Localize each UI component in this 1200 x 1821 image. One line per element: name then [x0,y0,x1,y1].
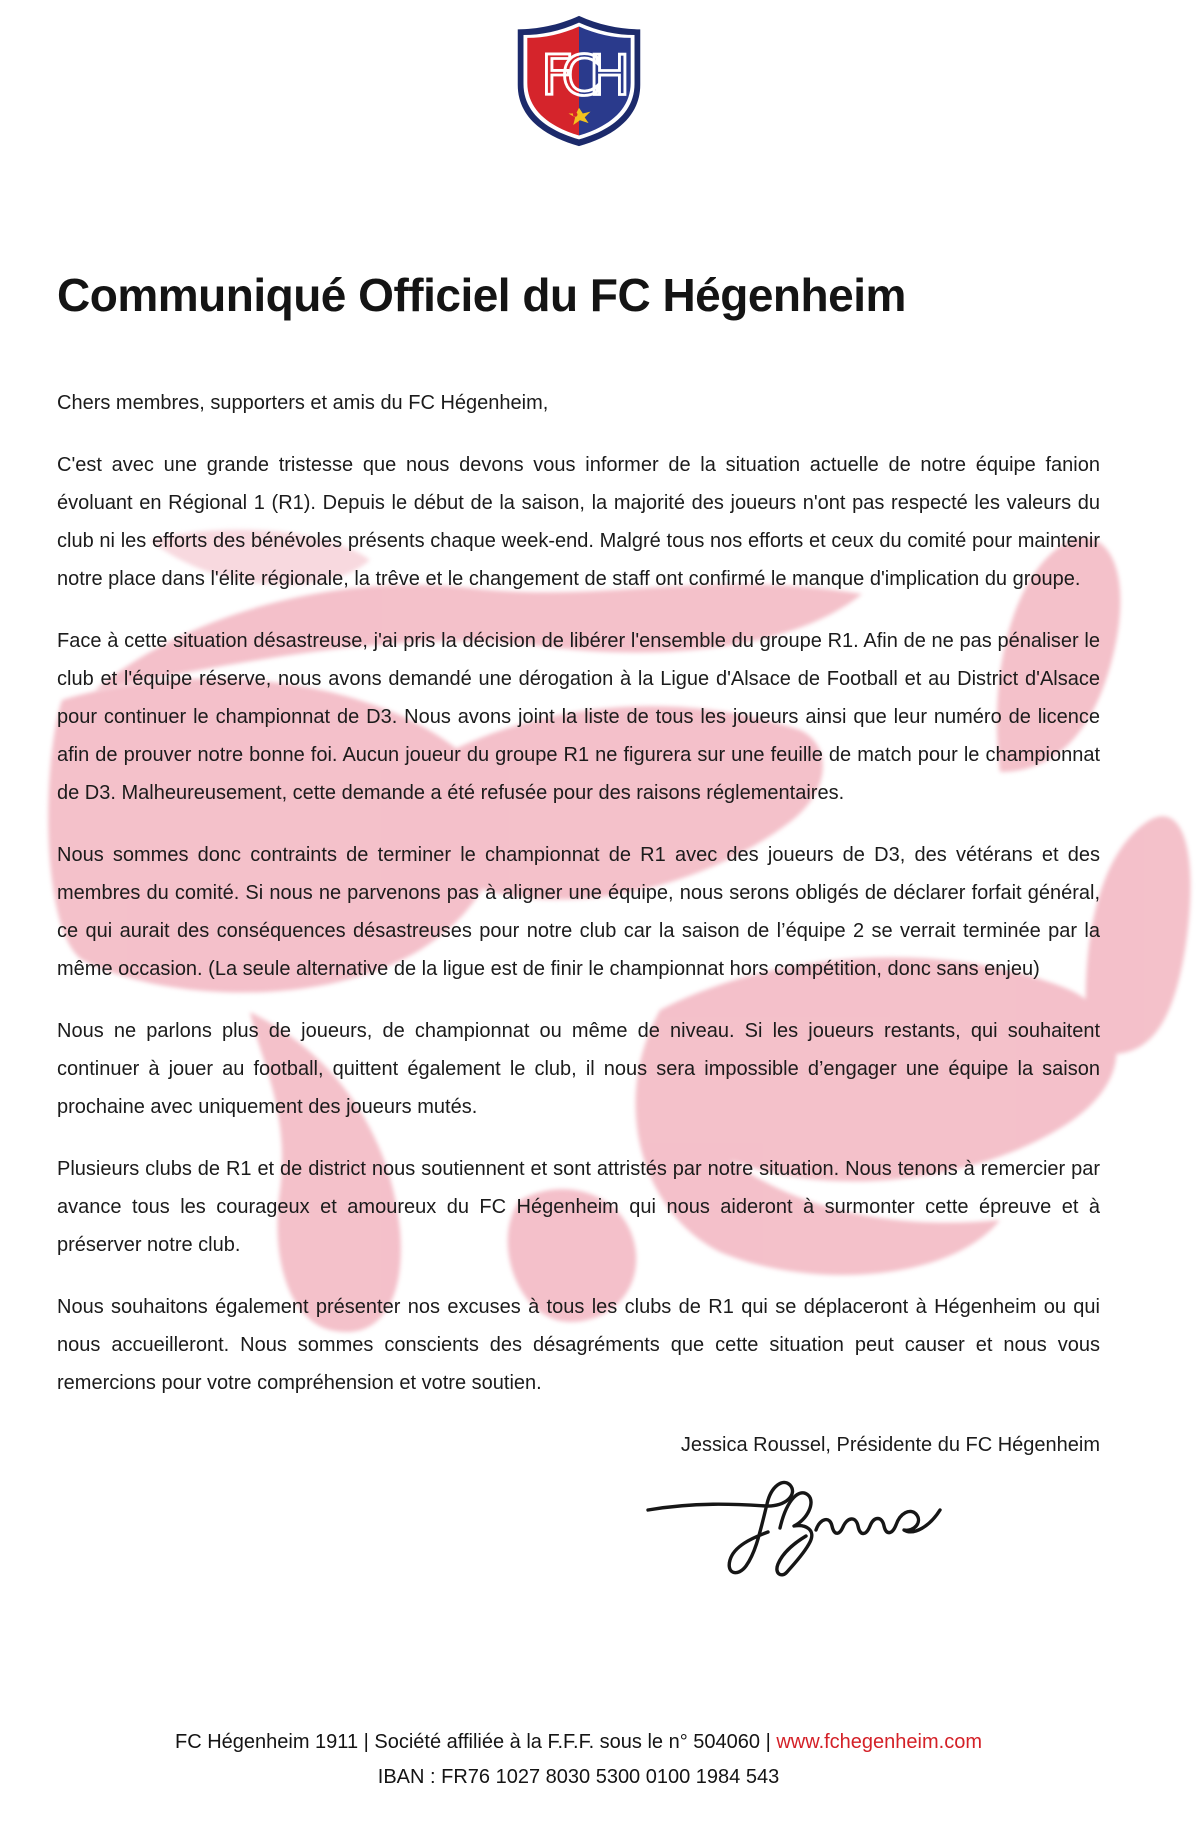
shield-icon [512,12,646,150]
page-title: Communiqué Officiel du FC Hégenheim [57,269,906,321]
handwritten-signature [640,1468,950,1580]
paragraph-consequences: Nous sommes donc contraints de terminer le championnat de R1 avec des joueurs de D3, des vétérans et des membres du comité. Si nous ne parvenons pas à aligner une équipe, nous serons obligés de déclarer forfait général, ce qui aurait des conséquences désastreuses pour notre club car la saison de l’équipe 2 se verrait terminée par la même occasion. (La seule alternative de la ligue est de finir le championnat hors compétition, donc sans enjeu) [57,844,1100,980]
footer [57,1725,1100,1795]
footer-club-info: FC Hégenheim 1911 | Société affiliée à la F.F.F. sous le n° 504060 | [175,1731,771,1753]
paragraph-decision: Face à cette situation désastreuse, j'ai pris la décision de libérer l'ensemble du groupe R1. Afin de ne pas pénaliser le club et l'équipe réserve, nous avons demandé une dérogation à la Ligue d'Alsace de Football et au District d'Alsace pour continuer le championnat de D3. Nous avons joint la liste de tous les joueurs ainsi que leur numéro de licence afin de prouver notre bonne foi. Aucun joueur du groupe R1 ne figurera sur une feuille de match pour le championnat de D3. Malheureusement, cette demande a été refusée pour des raisons réglementaires. [57,630,1100,804]
paragraph-situation: C'est avec une grande tristesse que nous devons vous informer de la situation actuelle de notre équipe fanion évoluant en Régional 1 (R1). Depuis le début de la saison, la majorité des joueurs n'ont pas respecté les valeurs du club ni les efforts des bénévoles présents chaque week-end. Malgré tous nos efforts et ceux du comité pour maintenir notre place dans l'élite régionale, la trêve et le changement de staff ont confirmé le manque d'implication du groupe. [57,454,1100,590]
letter-body [57,384,1100,1402]
footer-iban: IBAN : FR76 1027 8030 5300 0100 1984 543 [377,1766,780,1788]
paragraph-future: Nous ne parlons plus de joueurs, de championnat ou même de niveau. Si les joueurs restants, qui souhaitent continuer à jouer au football, quittent également le club, il nous sera impossible d’engager une équipe la saison prochaine avec uniquement des joueurs mutés. [57,1020,1100,1118]
club-crest-logo [57,0,1100,152]
crest-letters: FCH [540,43,619,109]
paragraph-support: Plusieurs clubs de R1 et de district nous soutiennent et sont attristés par notre situation. Nous tenons à remercier par avance tous les courageux et amoureux du FC Hégenheim qui nous aideront à surmonter cette épreuve et à préserver notre club. [57,1158,1100,1256]
footer-line-1 [57,1725,1100,1760]
paragraph-apologies: Nous souhaitons également présenter nos excuses à tous les clubs de R1 qui se déplaceront à Hégenheim ou qui nous accueilleront. Nous sommes conscients des désagréments que cette situation peut causer et nous vous remercions pour votre compréhension et votre soutien. [57,1296,1100,1394]
signature-name: Jessica Roussel, Présidente du FC Hégenheim [680,1434,1100,1456]
letter-content [57,0,1100,1580]
website-link[interactable]: www.fchegenheim.com [776,1731,982,1753]
salutation: Chers membres, supporters et amis du FC Hégenheim, [57,392,549,414]
